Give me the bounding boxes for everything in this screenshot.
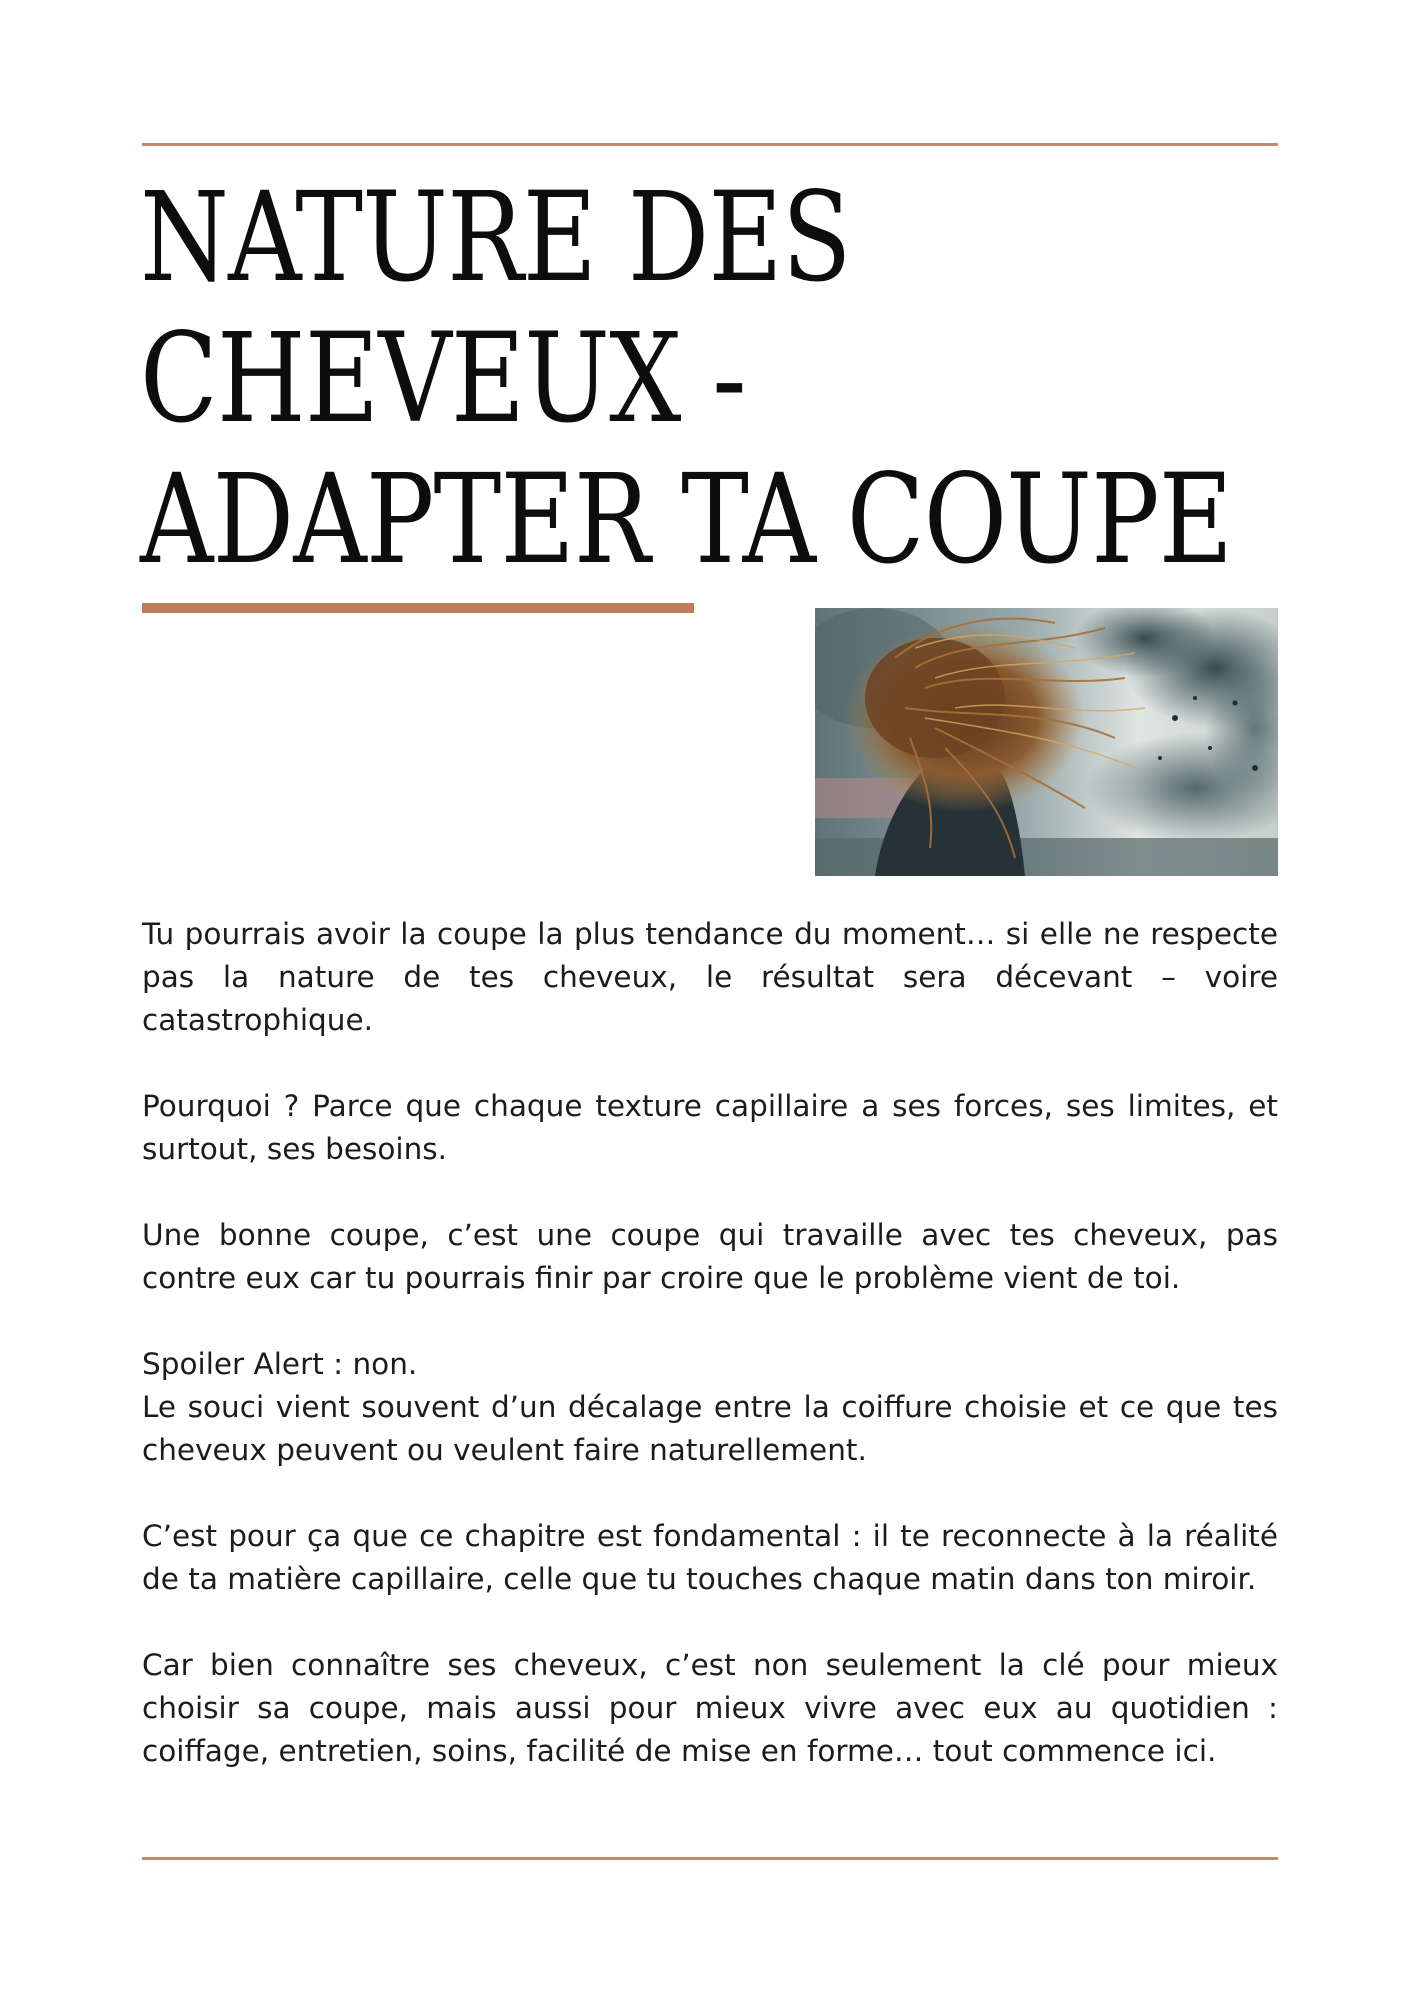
title-underline [142, 603, 694, 613]
bottom-divider [142, 1857, 1278, 1860]
paragraph-7: Car bien connaître ses cheveux, c’est non seulement la clé pour mieux choisir sa coupe, mais aussi pour mieux vivre avec eux au quotidien : coiffage, entretien, soins, facilité de mise en forme… tout commence ici. [142, 1648, 1278, 1768]
title-line-3: ADAPTER TA COUPE [140, 448, 1233, 592]
paragraph-5: Le souci vient souvent d’un décalage entre la coiffure choisie et ce que tes cheveux peuvent ou veulent faire naturellement. [142, 1390, 1278, 1467]
paragraph-2: Pourquoi ? Parce que chaque texture capillaire a ses forces, ses limites, et surtout, ses besoins. [142, 1089, 1278, 1166]
paragraph-6: C’est pour ça que ce chapitre est fondamental : il te reconnecte à la réalité de ta matière capillaire, celle que tu touches chaque matin dans ton miroir. [142, 1519, 1278, 1596]
paragraph-4: Spoiler Alert : non. [142, 1347, 418, 1381]
title-line-2: CHEVEUX - [140, 307, 746, 451]
body-text [142, 913, 1278, 1816]
title-line-1: NATURE DES [140, 166, 851, 310]
hair-in-wind-photo [815, 608, 1278, 876]
top-divider [142, 143, 1278, 146]
page-title [140, 166, 1233, 592]
paragraph-1: Tu pourrais avoir la coupe la plus tendance du moment… si elle ne respecte pas la nature de tes cheveux, le résultat sera décevant – voire catastrophique. [142, 917, 1278, 1037]
paragraph-3: Une bonne coupe, c’est une coupe qui travaille avec tes cheveux, pas contre eux car tu pourrais finir par croire que le problème vient de toi. [142, 1218, 1278, 1295]
